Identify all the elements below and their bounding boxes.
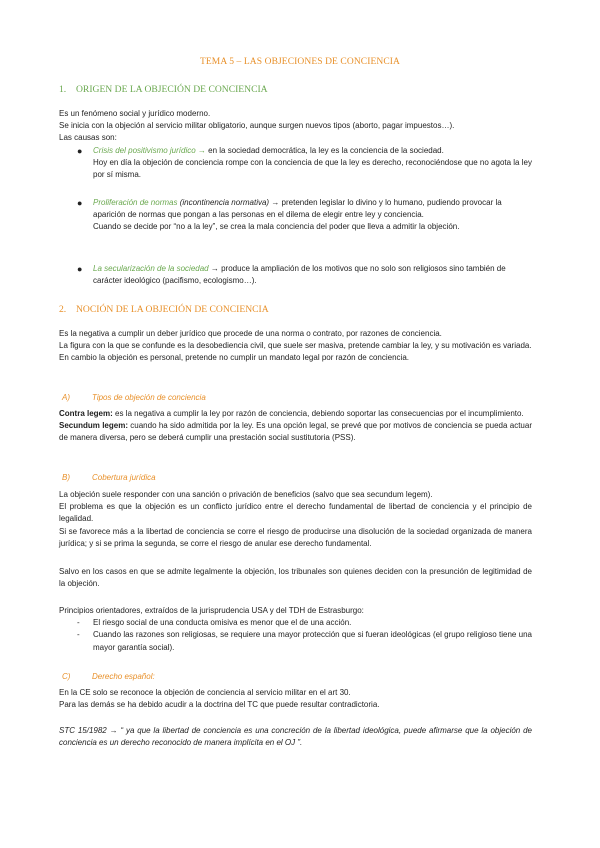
bullet-list-secularizacion bbox=[59, 263, 532, 287]
section-1-title: ORIGEN DE LA OBJECIÓN DE CONCIENCIA bbox=[76, 84, 268, 95]
subsection-c-title: Derecho español: bbox=[92, 672, 155, 681]
term-contra-legem: Contra legem: bbox=[59, 409, 113, 418]
section-1-heading bbox=[59, 84, 268, 95]
paragraph: El problema es que la objeción es un conflicto jurídico entre el derecho fundamental de libertad de conciencia y el principio de legalidad. bbox=[59, 502, 532, 524]
section-2-title: NOCIÓN DE LA OBJECIÓN DE CONCIENCIA bbox=[76, 304, 269, 315]
section-1-intro bbox=[59, 108, 532, 145]
paragraph: Si se favorece más a la libertad de conciencia se corre el riesgo de producirse una disolución de la sociedad organizada de manera jurídica; y si se prima la segunda, se corre el riesgo de anular ese derecho fundamental. bbox=[59, 526, 532, 548]
intro-line-2: Se inicia con la objeción al servicio militar obligatorio, aunque surgen nuevos tipos (aborto, pagar impuestos…). bbox=[59, 121, 455, 131]
bullet-continuation: Hoy en día la objeción de conciencia rompe con la conciencia de que la ley es derecho, reconociéndose que no agota la ley por sí misma. bbox=[93, 158, 532, 180]
paragraph: Es la negativa a cumplir un deber jurídico que procede de una norma o contrato, por razones de conciencia. bbox=[59, 329, 442, 338]
bullet-text: → produce la ampliación de los motivos que no solo son religiosos sino también de carácter ideológico (pacifismo, ecologismo…). bbox=[93, 264, 506, 286]
subsection-b-title: Cobertura jurídica bbox=[92, 473, 156, 482]
paragraph: Para las demás se ha debido acudir a la doctrina del TC que puede resultar contradictoria. bbox=[59, 700, 380, 710]
bullet-item-secularizacion bbox=[59, 263, 532, 287]
dash-mark: - bbox=[77, 630, 80, 640]
subsection-a-title: Tipos de objeción de conciencia bbox=[92, 393, 206, 402]
section-1-number: 1. bbox=[59, 84, 67, 95]
intro-line-1: Es un fenómeno social y jurídico moderno. bbox=[59, 109, 211, 118]
paragraph: Salvo en los casos en que se admite legalmente la objeción, los tribunales son quienes deciden con la presunción de legitimidad de la objeción. bbox=[59, 567, 532, 589]
paragraph: En cambio la objeción es personal, pretende no cumplir un mandato legal por razón de conciencia. bbox=[59, 353, 409, 363]
paragraph: En la CE solo se reconoce la objeción de conciencia al servicio militar en el art 30. bbox=[59, 688, 351, 697]
section-2-heading bbox=[59, 304, 269, 315]
section-2-number: 2. bbox=[59, 304, 67, 315]
bullet-dot: ● bbox=[77, 198, 83, 208]
bullet-term: Crisis del positivismo jurídico → bbox=[93, 146, 206, 155]
subsection-a-heading bbox=[62, 393, 206, 402]
bullet-term: Proliferación de normas bbox=[93, 198, 178, 207]
subsection-a-body bbox=[59, 408, 532, 445]
subsection-c-heading bbox=[62, 672, 155, 681]
page-title: TEMA 5 – LAS OBJECIONES DE CONCIENCIA bbox=[199, 57, 401, 67]
bullet-list-causes bbox=[59, 145, 532, 182]
subsection-b-tribunales bbox=[59, 566, 532, 590]
bullet-list-normas bbox=[59, 197, 532, 234]
subsection-b-principios bbox=[59, 605, 532, 654]
bullet-text: → pretenden legislar lo divino y lo humano, pudiendo provocar la aparición de normas que pongan a las personas en el dilema de elegir entre ley y conciencia. bbox=[93, 198, 502, 220]
definition-secundum-legem: cuando ha sido admitida por la ley. Es una opción legal, se prevé que por motivos de conciencia se pueda actuar de manera diversa, pero se deberá cumplir una prestación social sustitutoria (PSS). bbox=[59, 421, 532, 443]
subsection-c-body bbox=[59, 687, 532, 711]
bullet-dot: ● bbox=[77, 146, 83, 156]
subsection-c-number: C) bbox=[62, 672, 71, 681]
dash-item: - Cuando las razones son religiosas, se requiere una mayor protección que si fueran ideológicas (el grupo religioso tiene una mayor garantía social). bbox=[77, 630, 532, 652]
intro-line-3: Las causas son: bbox=[59, 133, 117, 143]
bullet-item-proliferacion bbox=[59, 197, 532, 234]
section-2-intro bbox=[59, 328, 532, 365]
paragraph: Principios orientadores, extraídos de la jurisprudencia USA y del TDH de Estrasburgo: bbox=[59, 606, 364, 615]
subsection-b-heading bbox=[62, 473, 156, 482]
bullet-continuation: Cuando se decide por “no a la ley”, se crea la mala conciencia del poder que lleva a admitir la objeción. bbox=[93, 222, 460, 232]
term-secundum-legem: Secundum legem: bbox=[59, 421, 128, 431]
stc-reference: STC 15/1982 bbox=[59, 726, 107, 735]
paragraph: La figura con la que se confunde es la desobediencia civil, que suele ser masiva, pretende cambiar la ley, y su motivación es variada. bbox=[59, 341, 532, 351]
stc-quote bbox=[59, 725, 532, 749]
subsection-b-body bbox=[59, 489, 532, 550]
bullet-parenthetical: (incontinencia normativa) bbox=[177, 198, 270, 207]
bullet-text: en la sociedad democrática, la ley es la conciencia de la sociedad. bbox=[205, 146, 444, 155]
dash-item: - El riesgo social de una conducta omisiva es menor que el de una acción. bbox=[59, 617, 532, 629]
definition-contra-legem: es la negativa a cumplir la ley por razón de conciencia, debiendo soportar las consecuencias por el incumplimiento. bbox=[112, 409, 524, 418]
dash-mark: - bbox=[77, 618, 80, 628]
stc-text: → “ ya que la libertad de conciencia es una concreción de la libertad ideológica, puede afirmarse que la objeción de conciencia es un derecho reconocido de manera implícita en el OJ ”. bbox=[59, 726, 532, 748]
subsection-b-number: B) bbox=[62, 473, 70, 482]
paragraph: La objeción suele responder con una sanción o privación de beneficios (salvo que sea secundum legem). bbox=[59, 490, 433, 499]
bullet-term: La secularización de la sociedad bbox=[93, 264, 209, 273]
bullet-dot: ● bbox=[77, 264, 83, 274]
subsection-a-number: A) bbox=[62, 393, 70, 402]
bullet-item-positivismo bbox=[59, 145, 532, 182]
